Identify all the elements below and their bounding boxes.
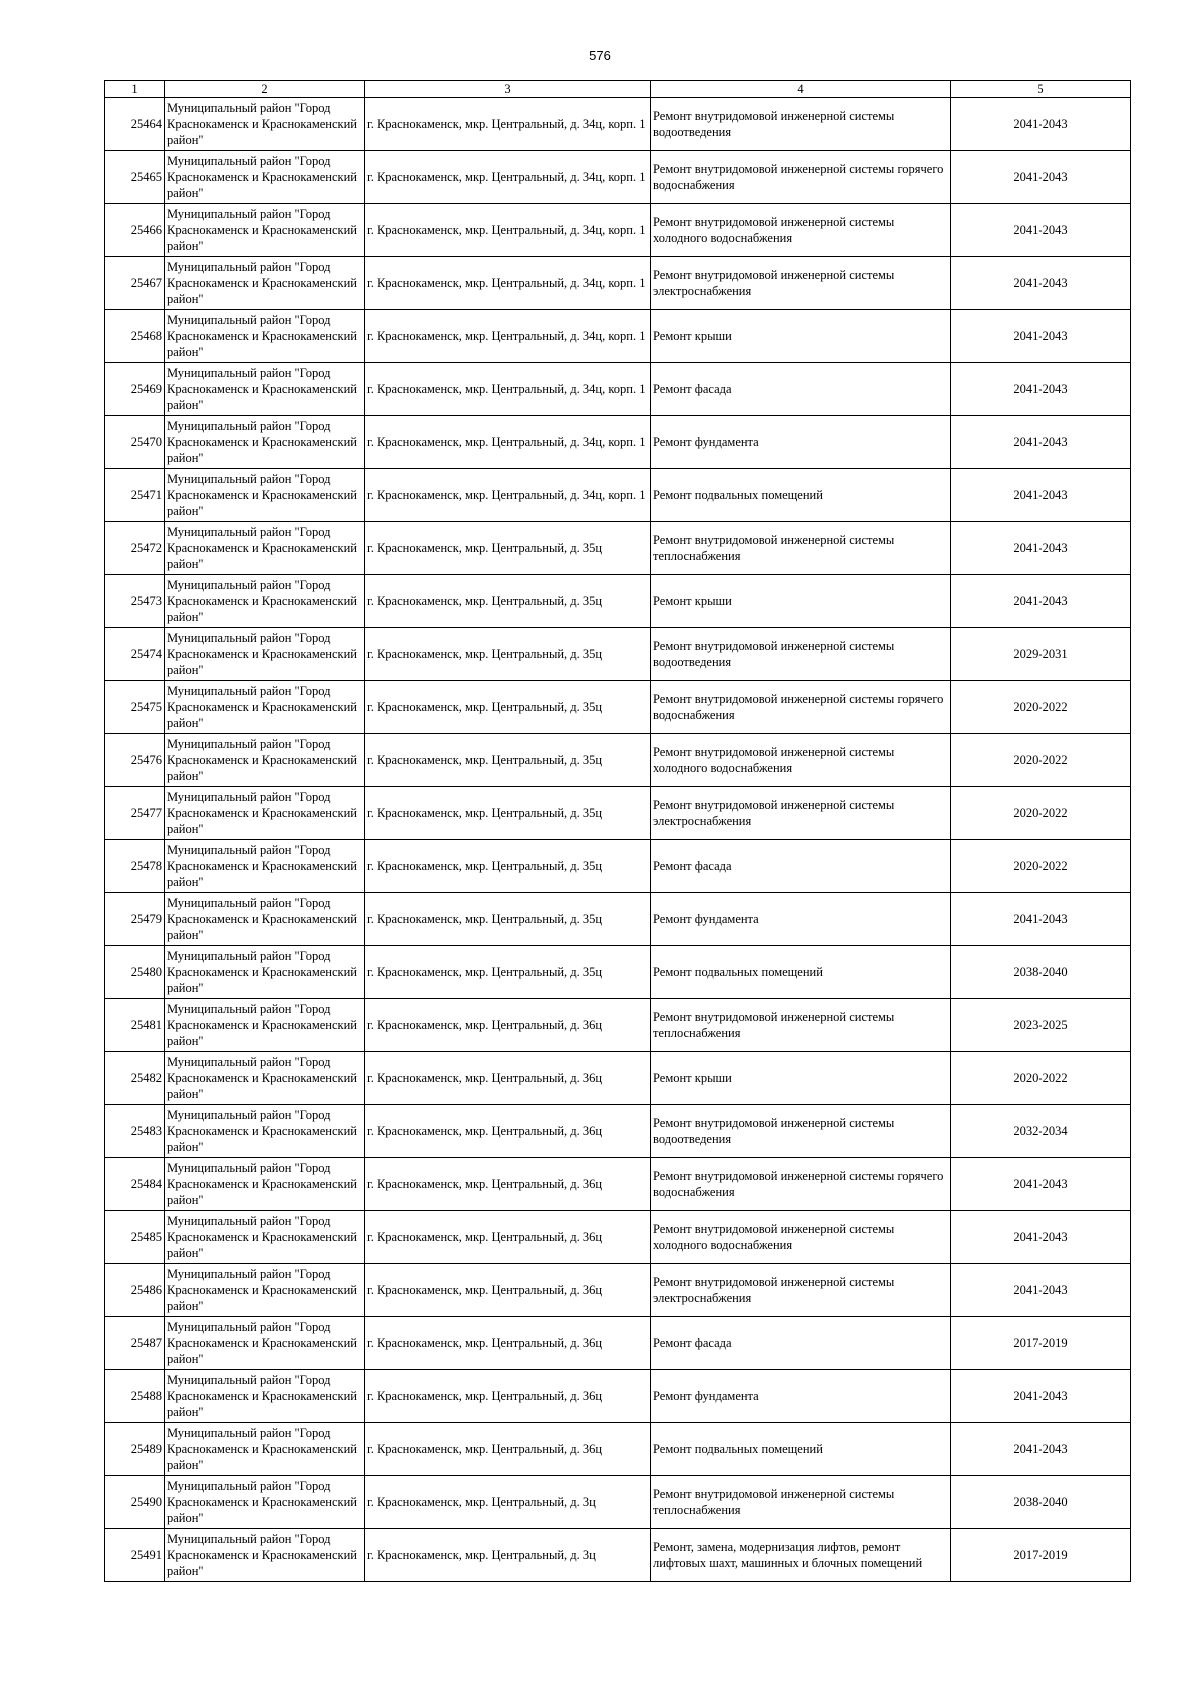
address-cell: г. Краснокаменск, мкр. Центральный, д. 36ц — [365, 1264, 651, 1317]
period-cell: 2020-2022 — [951, 787, 1131, 840]
period-cell: 2041-2043 — [951, 1264, 1131, 1317]
table-row — [105, 416, 1131, 469]
district-cell: Муниципальный район "Город Краснокаменск и Краснокаменский район" — [165, 840, 365, 893]
work-type-cell: Ремонт внутридомовой инженерной системы горячего водоснабжения — [651, 1158, 951, 1211]
work-type-cell: Ремонт внутридомовой инженерной системы теплоснабжения — [651, 522, 951, 575]
table-row — [105, 681, 1131, 734]
row-number: 25481 — [105, 999, 165, 1052]
address-cell: г. Краснокаменск, мкр. Центральный, д. 36ц — [365, 1158, 651, 1211]
address-cell: г. Краснокаменск, мкр. Центральный, д. 3ц — [365, 1529, 651, 1582]
table-row — [105, 787, 1131, 840]
address-cell: г. Краснокаменск, мкр. Центральный, д. 34ц, корп. 1 — [365, 151, 651, 204]
row-number: 25486 — [105, 1264, 165, 1317]
period-cell: 2029-2031 — [951, 628, 1131, 681]
table-row — [105, 999, 1131, 1052]
work-type-cell: Ремонт фасада — [651, 840, 951, 893]
period-cell: 2041-2043 — [951, 363, 1131, 416]
work-type-cell: Ремонт крыши — [651, 575, 951, 628]
period-cell: 2041-2043 — [951, 893, 1131, 946]
row-number: 25491 — [105, 1529, 165, 1582]
district-cell: Муниципальный район "Город Краснокаменск и Краснокаменский район" — [165, 1105, 365, 1158]
table-row — [105, 840, 1131, 893]
row-number: 25480 — [105, 946, 165, 999]
district-cell: Муниципальный район "Город Краснокаменск и Краснокаменский район" — [165, 310, 365, 363]
column-header-5: 5 — [951, 81, 1131, 98]
row-number: 25467 — [105, 257, 165, 310]
address-cell: г. Краснокаменск, мкр. Центральный, д. 35ц — [365, 946, 651, 999]
table-row — [105, 734, 1131, 787]
address-cell: г. Краснокаменск, мкр. Центральный, д. 36ц — [365, 1052, 651, 1105]
address-cell: г. Краснокаменск, мкр. Центральный, д. 35ц — [365, 681, 651, 734]
district-cell: Муниципальный район "Город Краснокаменск и Краснокаменский район" — [165, 416, 365, 469]
address-cell: г. Краснокаменск, мкр. Центральный, д. 34ц, корп. 1 — [365, 98, 651, 151]
period-cell: 2041-2043 — [951, 310, 1131, 363]
district-cell: Муниципальный район "Город Краснокаменск и Краснокаменский район" — [165, 1264, 365, 1317]
district-cell: Муниципальный район "Город Краснокаменск и Краснокаменский район" — [165, 1317, 365, 1370]
table-row — [105, 1158, 1131, 1211]
row-number: 25474 — [105, 628, 165, 681]
row-number: 25487 — [105, 1317, 165, 1370]
address-cell: г. Краснокаменск, мкр. Центральный, д. 34ц, корп. 1 — [365, 469, 651, 522]
work-type-cell: Ремонт фасада — [651, 1317, 951, 1370]
table-row — [105, 310, 1131, 363]
table-row — [105, 1529, 1131, 1582]
table-row — [105, 1476, 1131, 1529]
row-number: 25478 — [105, 840, 165, 893]
district-cell: Муниципальный район "Город Краснокаменск и Краснокаменский район" — [165, 893, 365, 946]
work-type-cell: Ремонт внутридомовой инженерной системы водоотведения — [651, 1105, 951, 1158]
work-type-cell: Ремонт фундамента — [651, 1370, 951, 1423]
column-header-3: 3 — [365, 81, 651, 98]
district-cell: Муниципальный район "Город Краснокаменск и Краснокаменский район" — [165, 734, 365, 787]
address-cell: г. Краснокаменск, мкр. Центральный, д. 36ц — [365, 999, 651, 1052]
table-row — [105, 98, 1131, 151]
district-cell: Муниципальный район "Город Краснокаменск и Краснокаменский район" — [165, 98, 365, 151]
period-cell: 2041-2043 — [951, 151, 1131, 204]
address-cell: г. Краснокаменск, мкр. Центральный, д. 36ц — [365, 1105, 651, 1158]
address-cell: г. Краснокаменск, мкр. Центральный, д. 35ц — [365, 840, 651, 893]
period-cell: 2017-2019 — [951, 1317, 1131, 1370]
work-type-cell: Ремонт внутридомовой инженерной системы холодного водоснабжения — [651, 1211, 951, 1264]
row-number: 25469 — [105, 363, 165, 416]
address-cell: г. Краснокаменск, мкр. Центральный, д. 35ц — [365, 575, 651, 628]
address-cell: г. Краснокаменск, мкр. Центральный, д. 34ц, корп. 1 — [365, 363, 651, 416]
period-cell: 2041-2043 — [951, 257, 1131, 310]
period-cell: 2041-2043 — [951, 1370, 1131, 1423]
district-cell: Муниципальный район "Город Краснокаменск и Краснокаменский район" — [165, 681, 365, 734]
table-row — [105, 257, 1131, 310]
work-type-cell: Ремонт подвальных помещений — [651, 1423, 951, 1476]
address-cell: г. Краснокаменск, мкр. Центральный, д. 36ц — [365, 1423, 651, 1476]
address-cell: г. Краснокаменск, мкр. Центральный, д. 35ц — [365, 628, 651, 681]
column-header-1: 1 — [105, 81, 165, 98]
period-cell: 2041-2043 — [951, 522, 1131, 575]
address-cell: г. Краснокаменск, мкр. Центральный, д. 35ц — [365, 787, 651, 840]
row-number: 25475 — [105, 681, 165, 734]
row-number: 25468 — [105, 310, 165, 363]
district-cell: Муниципальный район "Город Краснокаменск и Краснокаменский район" — [165, 204, 365, 257]
period-cell: 2023-2025 — [951, 999, 1131, 1052]
row-number: 25473 — [105, 575, 165, 628]
district-cell: Муниципальный район "Город Краснокаменск и Краснокаменский район" — [165, 1476, 365, 1529]
address-cell: г. Краснокаменск, мкр. Центральный, д. 36ц — [365, 1370, 651, 1423]
row-number: 25488 — [105, 1370, 165, 1423]
address-cell: г. Краснокаменск, мкр. Центральный, д. 34ц, корп. 1 — [365, 416, 651, 469]
table-row — [105, 1105, 1131, 1158]
row-number: 25485 — [105, 1211, 165, 1264]
period-cell: 2017-2019 — [951, 1529, 1131, 1582]
district-cell: Муниципальный район "Город Краснокаменск и Краснокаменский район" — [165, 151, 365, 204]
work-type-cell: Ремонт подвальных помещений — [651, 469, 951, 522]
column-header-2: 2 — [165, 81, 365, 98]
period-cell: 2020-2022 — [951, 840, 1131, 893]
work-type-cell: Ремонт внутридомовой инженерной системы горячего водоснабжения — [651, 681, 951, 734]
period-cell: 2041-2043 — [951, 1211, 1131, 1264]
district-cell: Муниципальный район "Город Краснокаменск и Краснокаменский район" — [165, 1423, 365, 1476]
table-row — [105, 893, 1131, 946]
row-number: 25464 — [105, 98, 165, 151]
row-number: 25465 — [105, 151, 165, 204]
repair-schedule-table — [104, 80, 1131, 1582]
table-row — [105, 628, 1131, 681]
work-type-cell: Ремонт фундамента — [651, 893, 951, 946]
period-cell: 2041-2043 — [951, 204, 1131, 257]
work-type-cell: Ремонт внутридомовой инженерной системы теплоснабжения — [651, 999, 951, 1052]
table-row — [105, 575, 1131, 628]
address-cell: г. Краснокаменск, мкр. Центральный, д. 34ц, корп. 1 — [365, 310, 651, 363]
table-row — [105, 204, 1131, 257]
work-type-cell: Ремонт крыши — [651, 310, 951, 363]
address-cell: г. Краснокаменск, мкр. Центральный, д. 36ц — [365, 1317, 651, 1370]
work-type-cell: Ремонт внутридомовой инженерной системы холодного водоснабжения — [651, 734, 951, 787]
row-number: 25489 — [105, 1423, 165, 1476]
work-type-cell: Ремонт крыши — [651, 1052, 951, 1105]
address-cell: г. Краснокаменск, мкр. Центральный, д. 34ц, корп. 1 — [365, 257, 651, 310]
work-type-cell: Ремонт фундамента — [651, 416, 951, 469]
row-number: 25471 — [105, 469, 165, 522]
row-number: 25472 — [105, 522, 165, 575]
table-row — [105, 469, 1131, 522]
work-type-cell: Ремонт внутридомовой инженерной системы электроснабжения — [651, 1264, 951, 1317]
address-cell: г. Краснокаменск, мкр. Центральный, д. 35ц — [365, 734, 651, 787]
district-cell: Муниципальный район "Город Краснокаменск и Краснокаменский район" — [165, 946, 365, 999]
work-type-cell: Ремонт внутридомовой инженерной системы электроснабжения — [651, 787, 951, 840]
work-type-cell: Ремонт внутридомовой инженерной системы водоотведения — [651, 98, 951, 151]
row-number: 25484 — [105, 1158, 165, 1211]
table-row — [105, 1211, 1131, 1264]
period-cell: 2041-2043 — [951, 575, 1131, 628]
district-cell: Муниципальный район "Город Краснокаменск и Краснокаменский район" — [165, 363, 365, 416]
table-row — [105, 946, 1131, 999]
row-number: 25470 — [105, 416, 165, 469]
table-row — [105, 1370, 1131, 1423]
row-number: 25477 — [105, 787, 165, 840]
table-row — [105, 363, 1131, 416]
period-cell: 2041-2043 — [951, 469, 1131, 522]
table-row — [105, 1264, 1131, 1317]
period-cell: 2020-2022 — [951, 734, 1131, 787]
row-number: 25476 — [105, 734, 165, 787]
address-cell: г. Краснокаменск, мкр. Центральный, д. 35ц — [365, 893, 651, 946]
period-cell: 2038-2040 — [951, 1476, 1131, 1529]
work-type-cell: Ремонт внутридомовой инженерной системы горячего водоснабжения — [651, 151, 951, 204]
district-cell: Муниципальный район "Город Краснокаменск и Краснокаменский район" — [165, 1158, 365, 1211]
table-header — [105, 81, 1131, 98]
table-row — [105, 1317, 1131, 1370]
address-cell: г. Краснокаменск, мкр. Центральный, д. 3ц — [365, 1476, 651, 1529]
district-cell: Муниципальный район "Город Краснокаменск и Краснокаменский район" — [165, 628, 365, 681]
work-type-cell: Ремонт внутридомовой инженерной системы холодного водоснабжения — [651, 204, 951, 257]
page-number: 576 — [589, 48, 611, 63]
work-type-cell: Ремонт фасада — [651, 363, 951, 416]
work-type-cell: Ремонт внутридомовой инженерной системы теплоснабжения — [651, 1476, 951, 1529]
district-cell: Муниципальный район "Город Краснокаменск и Краснокаменский район" — [165, 469, 365, 522]
district-cell: Муниципальный район "Город Краснокаменск и Краснокаменский район" — [165, 257, 365, 310]
district-cell: Муниципальный район "Город Краснокаменск и Краснокаменский район" — [165, 787, 365, 840]
table-row — [105, 1423, 1131, 1476]
table-row — [105, 522, 1131, 575]
district-cell: Муниципальный район "Город Краснокаменск и Краснокаменский район" — [165, 999, 365, 1052]
header-row — [105, 81, 1131, 98]
district-cell: Муниципальный район "Город Краснокаменск и Краснокаменский район" — [165, 1370, 365, 1423]
row-number: 25482 — [105, 1052, 165, 1105]
row-number: 25490 — [105, 1476, 165, 1529]
period-cell: 2041-2043 — [951, 1423, 1131, 1476]
work-type-cell: Ремонт внутридомовой инженерной системы электроснабжения — [651, 257, 951, 310]
period-cell: 2038-2040 — [951, 946, 1131, 999]
address-cell: г. Краснокаменск, мкр. Центральный, д. 35ц — [365, 522, 651, 575]
period-cell: 2041-2043 — [951, 98, 1131, 151]
address-cell: г. Краснокаменск, мкр. Центральный, д. 34ц, корп. 1 — [365, 204, 651, 257]
period-cell: 2041-2043 — [951, 1158, 1131, 1211]
work-type-cell: Ремонт подвальных помещений — [651, 946, 951, 999]
period-cell: 2032-2034 — [951, 1105, 1131, 1158]
table-body — [105, 98, 1131, 1582]
table-row — [105, 151, 1131, 204]
district-cell: Муниципальный район "Город Краснокаменск и Краснокаменский район" — [165, 1529, 365, 1582]
district-cell: Муниципальный район "Город Краснокаменск и Краснокаменский район" — [165, 522, 365, 575]
address-cell: г. Краснокаменск, мкр. Центральный, д. 36ц — [365, 1211, 651, 1264]
row-number: 25483 — [105, 1105, 165, 1158]
district-cell: Муниципальный район "Город Краснокаменск и Краснокаменский район" — [165, 1211, 365, 1264]
period-cell: 2020-2022 — [951, 1052, 1131, 1105]
row-number: 25479 — [105, 893, 165, 946]
row-number: 25466 — [105, 204, 165, 257]
column-header-4: 4 — [651, 81, 951, 98]
work-type-cell: Ремонт внутридомовой инженерной системы водоотведения — [651, 628, 951, 681]
table-row — [105, 1052, 1131, 1105]
district-cell: Муниципальный район "Город Краснокаменск и Краснокаменский район" — [165, 575, 365, 628]
period-cell: 2020-2022 — [951, 681, 1131, 734]
work-type-cell: Ремонт, замена, модернизация лифтов, ремонт лифтовых шахт, машинных и блочных помещений — [651, 1529, 951, 1582]
district-cell: Муниципальный район "Город Краснокаменск и Краснокаменский район" — [165, 1052, 365, 1105]
period-cell: 2041-2043 — [951, 416, 1131, 469]
